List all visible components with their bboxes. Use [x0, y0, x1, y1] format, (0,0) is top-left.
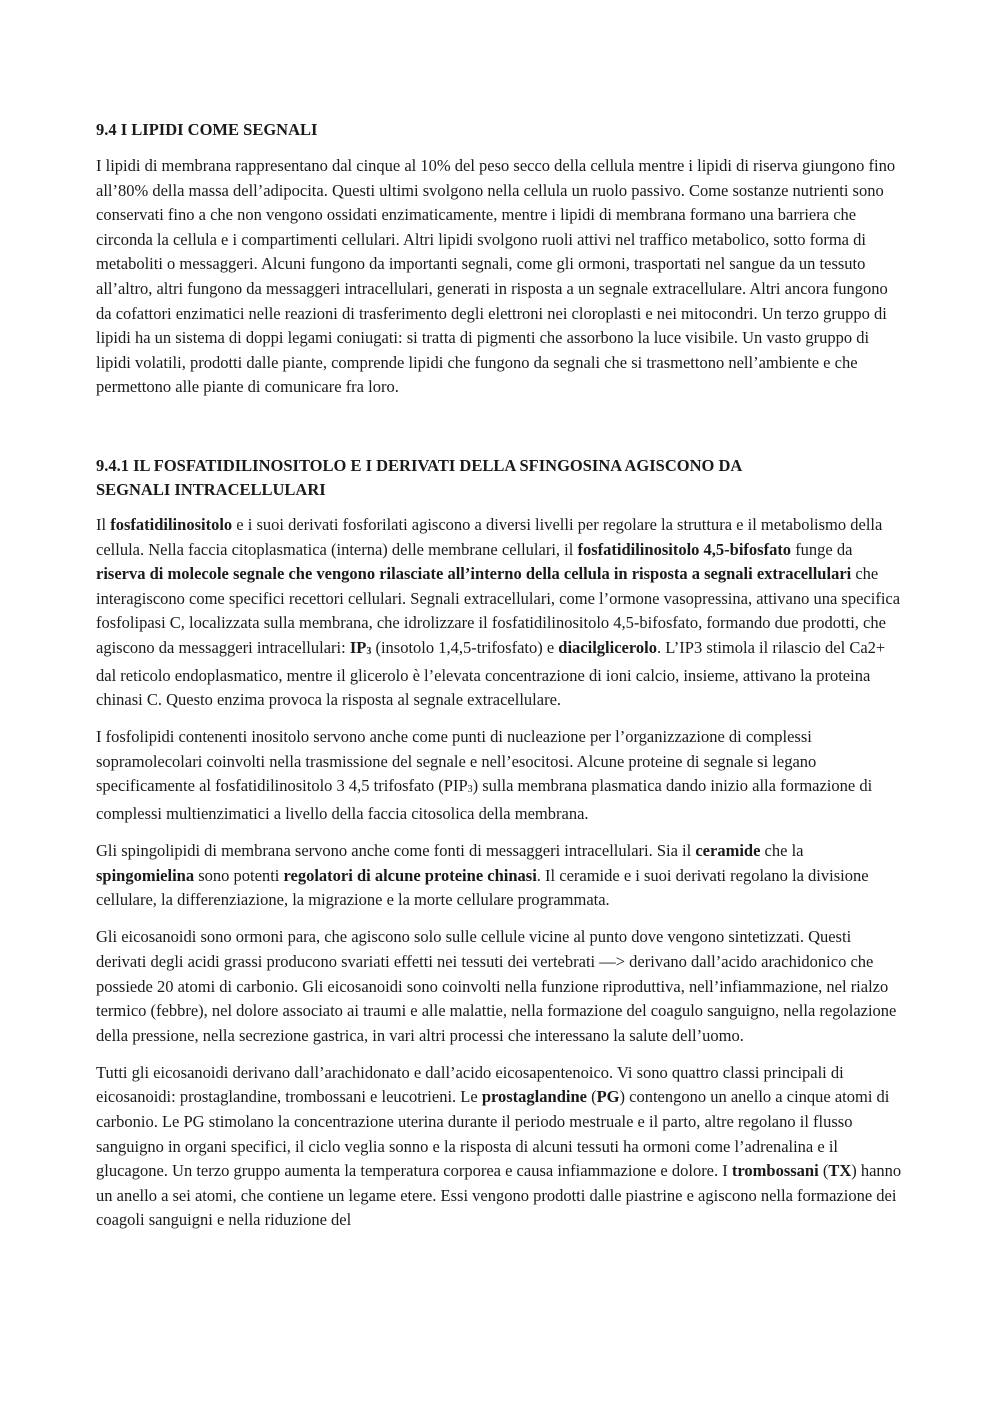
text-run: che interagiscono come specifici recettori cellulari. Segnali extracellulari, come l’ormone vasopressina, attivano una specifica fosfolipasi C, localizzata sulla membrana, che idrolizzare il fosfatidilinositolo 4,5-bifosfato, formando due prodotti, che agiscono da messaggeri intracellulari: — [96, 564, 901, 657]
text-run: (insotolo 1,4,5-trifosfato) e — [371, 637, 559, 657]
text-run: e i suoi derivati fosforilati agiscono a diversi livelli per regolare la struttura e il metabolismo della cellula. Nella faccia citoplasmatica (interna) delle membrane cellulari, il — [96, 514, 883, 559]
bold-term: diacilglicerolo — [558, 637, 657, 657]
text-run: ) hanno un anello a sei atomi, che contiene un legame etere. Essi vengono prodotti dalle piastrine e agiscono nella formazione dei coagoli sanguigni e nella riduzione del — [96, 1161, 902, 1230]
intro-paragraph: I lipidi di membrana rappresentano dal cinque al 10% del peso secco della cellula mentre i lipidi di riserva giungono fino all’80% della massa dell’adipocita. Questi ultimi svolgono nella cellula un ruolo passivo. Come sostanze nutrienti sono conservati fino a che non vengono ossidati enzimaticamente, mentre i lipidi di membrana formano una barriera che circonda la cellula e i compartimenti cellulari. Altri lipidi svolgono ruoli attivi nel traffico metabolico, sotto forma di metaboliti o messaggeri. Alcuni fungono da importanti segnali, come gli ormoni, trasportati nel sangue da un tessuto all’altro, altri fungono da messaggeri intracellulari, generati in risposta a un segnale extracellulare. Altri ancora fungono da cofattori enzimatici nelle reazioni di trasferimento degli elettroni nei cloroplasti e nei mitocondri. Un terzo gruppo di lipidi ha un sistema di doppi legami coniugati: si tratta di pigmenti che assorbono la luce visibile. Un vasto gruppo di lipidi volatili, prodotti dalle piante, comprende lipidi che fungono da segnali che si trasmettono nell’ambiente e che permettono alle piante di comunicare fra loro. — [96, 156, 896, 397]
text-run: ( — [818, 1161, 829, 1181]
subsection-title — [96, 454, 902, 502]
text-run: ) contengono un anello a cinque atomi di carbonio. Le PG stimolano la concentrazione uterina durante il periodo mestruale e il parto, altre regolano il flusso sanguigno in organi specifici, il ciclo veglia sonno e la risposta di alcuni tessuti ha ormoni come l’adrenalina e il glucagone. Un terzo gruppo aumenta la temperatura corporea e causa infiammazione e dolore. I — [96, 1087, 890, 1181]
bold-term: prostaglandine — [481, 1087, 587, 1107]
text-run: funge da — [791, 539, 853, 559]
text-run: ) sulla membrana plasmatica dando inizio alla formazione di complessi multienzimatici a livello della faccia citosolica della membrana. — [96, 776, 873, 823]
bold-term — [350, 638, 372, 657]
text-run: sono potenti — [194, 865, 284, 885]
subsection-title-line1: 9.4.1 IL FOSFATIDILINOSITOLO E I DERIVATI DELLA SFINGOSINA AGISCONO DA — [96, 455, 743, 475]
text-run: Il — [96, 514, 111, 534]
paragraph-spingolipidi — [96, 839, 902, 913]
subscript: 3 — [366, 645, 372, 657]
text-run: Gli spingolipidi di membrana servono anche come fonti di messaggeri intracellulari. Sia il — [96, 841, 696, 861]
text-run: . Il ceramide e i suoi derivati regolano la divisione cellulare, la differenziazione, la migrazione e la morte cellulare programmata. — [96, 865, 869, 910]
bold-term: fosfatidilinositolo 4,5-bifosfato — [577, 539, 792, 559]
subsection-title-line2: SEGNALI INTRACELLULARI — [96, 479, 326, 499]
bold-term: trombossani — [731, 1161, 819, 1181]
paragraph-fosfolipidi — [96, 725, 902, 826]
bold-term: TX — [828, 1161, 852, 1181]
bold-term: fosfatidilinositolo — [110, 514, 233, 534]
bold-term: riserva di molecole segnale che vengono rilasciate all’interno della cellula in risposta a segnali extracellulari — [96, 564, 852, 584]
bold-term: ceramide — [695, 841, 761, 861]
bold-term: regolatori di alcune proteine chinasi — [283, 865, 537, 885]
paragraph-eicosanoidi: Gli eicosanoidi sono ormoni para, che agiscono solo sulle cellule vicine al punto dove vengono sintetizzati. Questi derivati degli acidi grassi producono svariati effetti nei tessuti dei vertebrati —> derivano dall’acido arachidonico che possiede 20 atomi di carbonio. Gli eicosanoidi sono coinvolti nella funzione riproduttiva, nell’infiammazione, nel rialzo termico (febbre), nel dolore associato ai traumi e alle malattie, nella formazione del coagulo sanguigno, nella regolazione della pressione, nella secrezione gastrica, in vari altri processi che interessano la salute dell’uomo. — [96, 927, 897, 1045]
bold-term-text: IP — [349, 637, 367, 657]
text-run: ( — [586, 1087, 597, 1107]
text-run: . L’IP3 stimola il rilascio del Ca2+ dal reticolo endoplasmatico, mentre il glicerolo è l’elevata concentrazione di ioni calcio, insieme, attivano la proteina chinasi C. Questo enzima provoca la risposta al segnale extracellulare. — [96, 637, 886, 710]
section-title: 9.4 I LIPIDI COME SEGNALI — [96, 120, 318, 139]
bold-term: PG — [596, 1087, 620, 1107]
text-run: Tutti gli eicosanoidi derivano dall’arachidonato e dall’acido eicosapentenoico. Vi sono quattro classi principali di eicosanoidi: prostaglandine, trombossani e leucotrieni. Le — [96, 1062, 844, 1107]
bold-term: spingomielina — [96, 865, 195, 885]
paragraph-classi-eicosanoidi — [96, 1061, 902, 1233]
paragraph-fosfatidilinositolo — [96, 513, 902, 713]
subscript: 3 — [467, 784, 473, 796]
document-page — [96, 118, 902, 1245]
text-run: che la — [760, 841, 804, 861]
text-run: I fosfolipidi contenenti inositolo servono anche come punti di nucleazione per l’organizzazione di complessi sopramolecolari coinvolti nella trasmissione del segnale e nell’esocitosi. Alcune proteine di segnale si legano specificamente al fosfatidilinositolo 3 4,5 trifosfato (PIP — [96, 727, 817, 796]
